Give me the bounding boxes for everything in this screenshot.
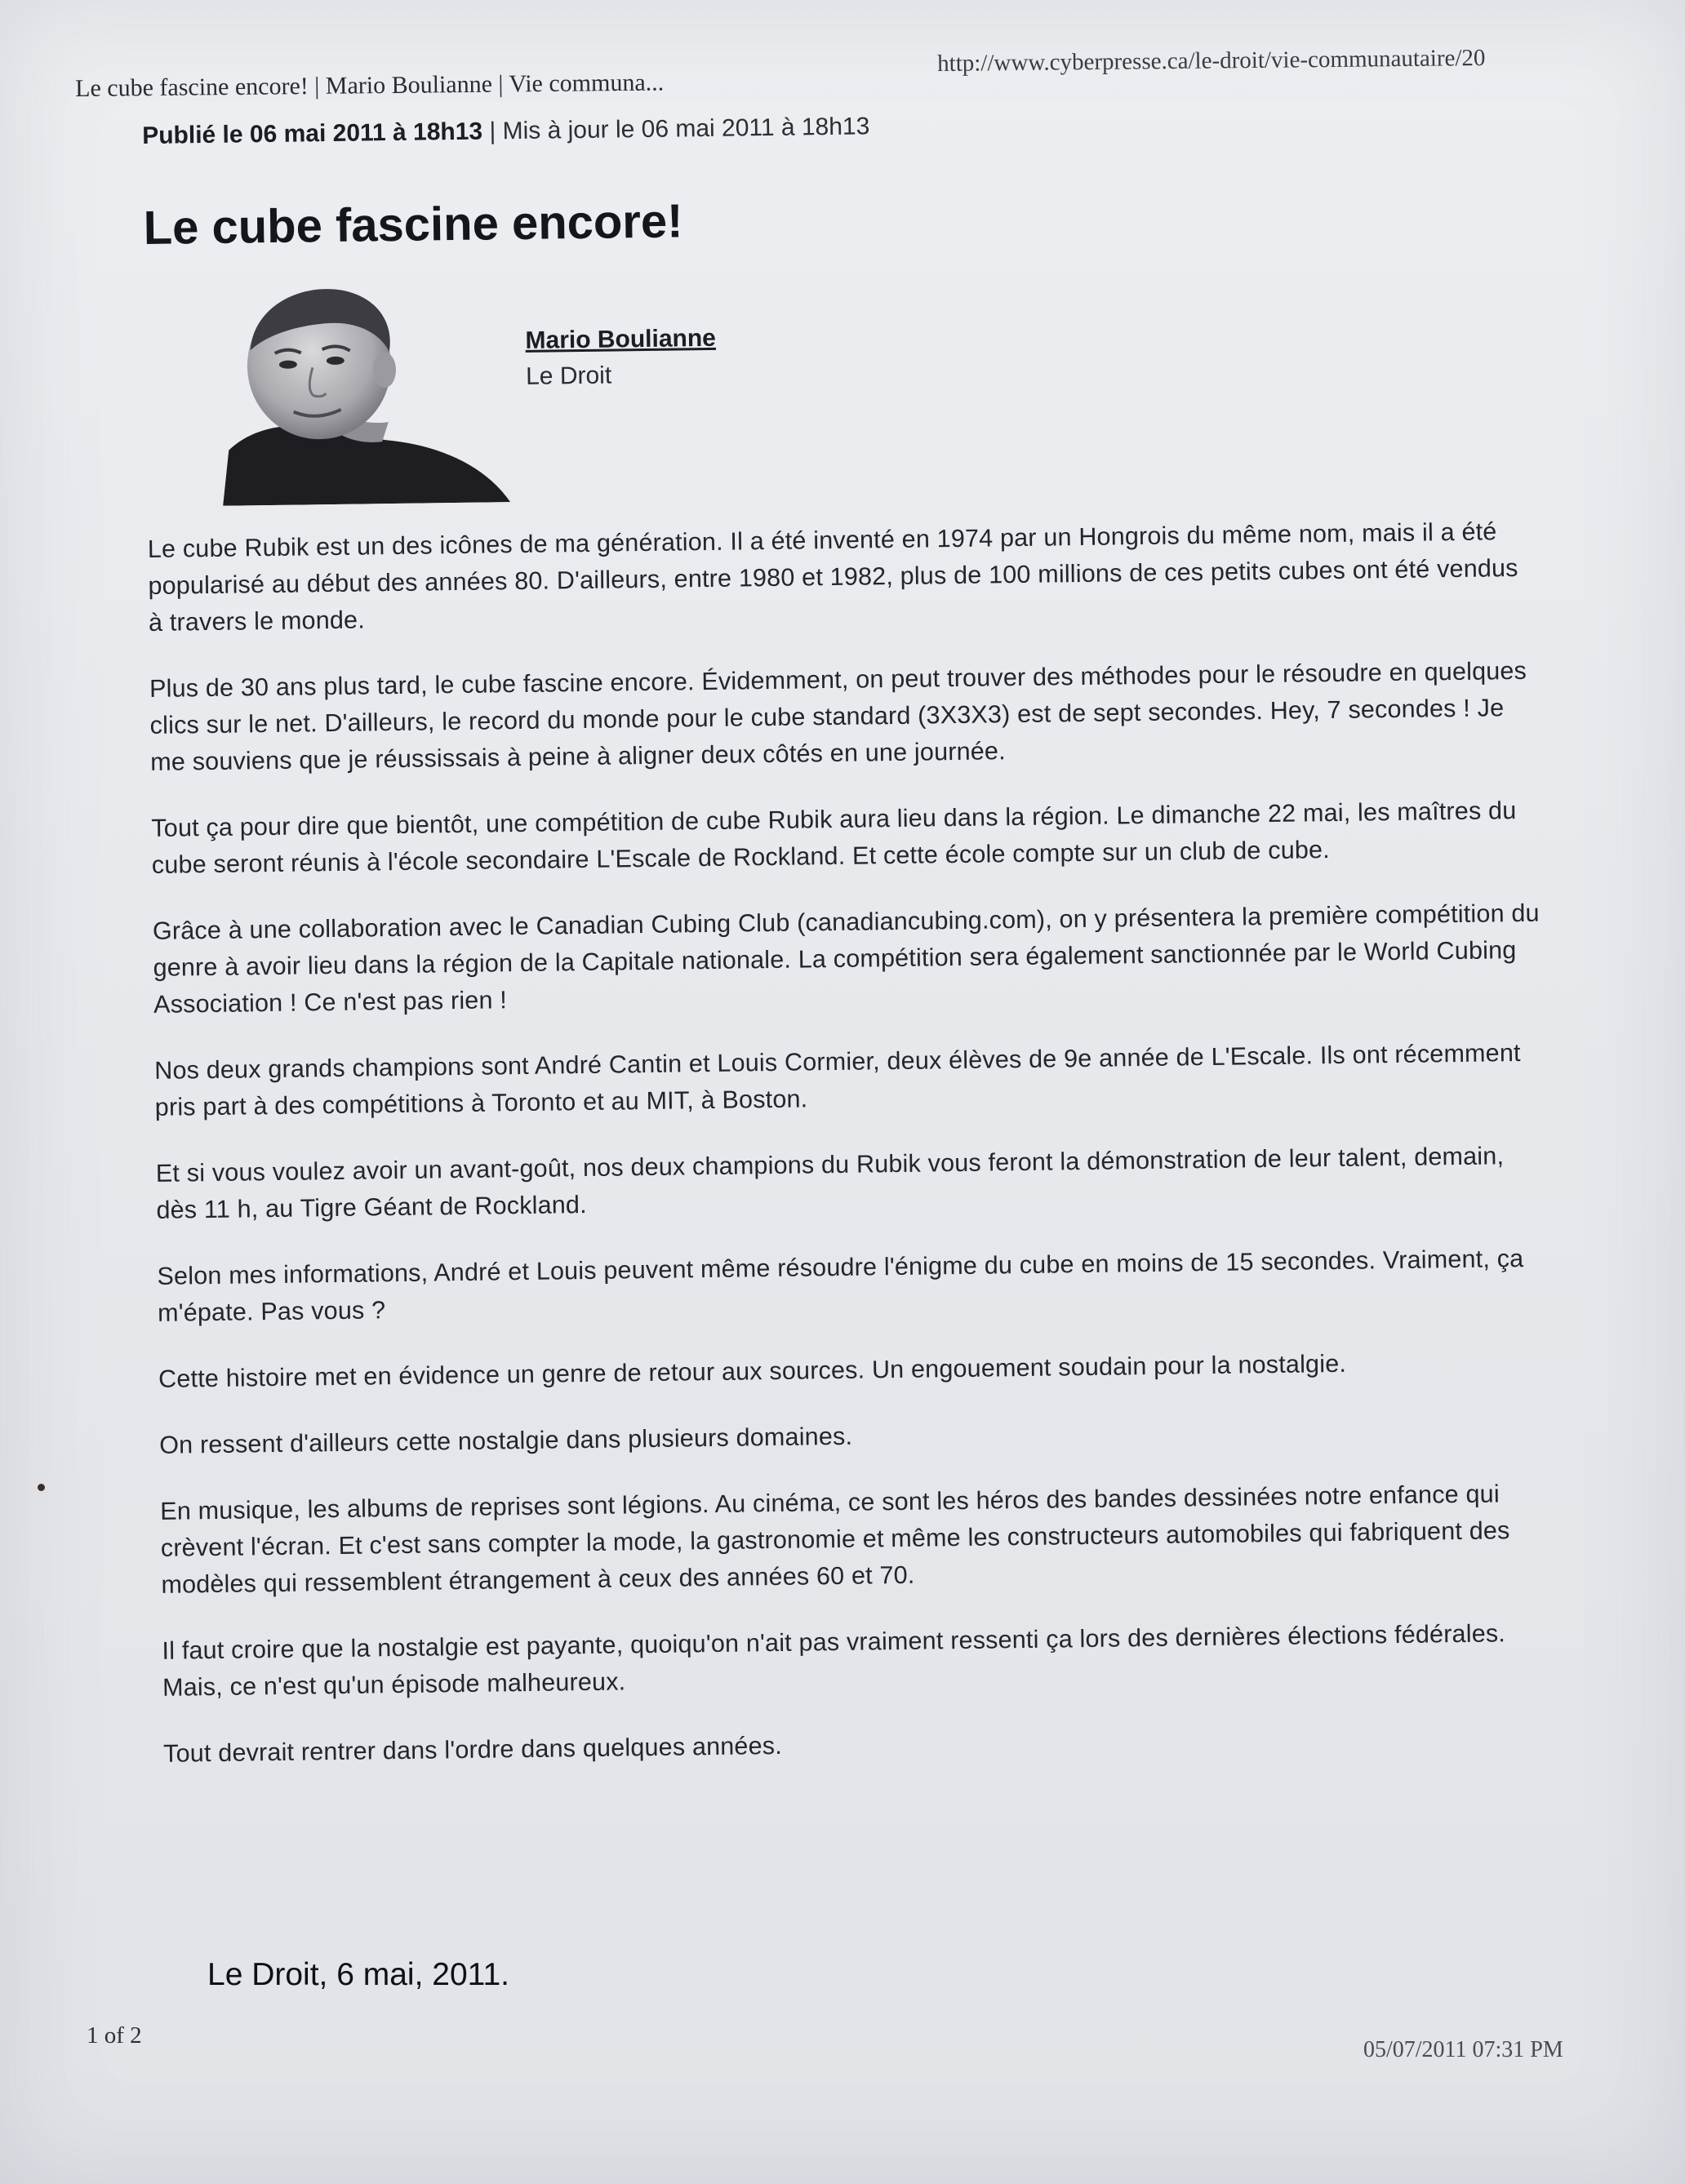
article-paragraph: Il faut croire que la nostalgie est payante, quoiqu'on n'ait pas vraiment ressenti ça lors des dernières élections fédérales. Mais, ce n'est qu'un épisode malheureux. xyxy=(162,1619,1506,1702)
print-footer-timestamp: 05/07/2011 07:31 PM xyxy=(1363,2037,1563,2062)
article-headline: Le cube fascine encore! xyxy=(143,194,683,255)
author-name-link[interactable]: Mario Boulianne xyxy=(525,324,717,354)
article-paragraph: Nos deux grands champions sont André Cantin et Louis Cormier, deux élèves de 9e année de L'Escale. Ils ont récemment pris part à des compétitions à Toronto et au MIT, à Boston. xyxy=(153,1038,1521,1121)
author-publication: Le Droit xyxy=(525,362,612,390)
article-paragraph: En musique, les albums de reprises sont légions. Au cinéma, ce sont les héros des bandes dessinées notre enfance qui crèvent l'écran. Et c'est sans compter la mode, la gastronomie et même les constructeurs automobiles qui fabriquent des modèles qui ressemblent étrangement à ceux des années 60 et 70. xyxy=(160,1480,1510,1599)
print-footer-page-count: 1 of 2 xyxy=(87,2022,142,2049)
article-paragraph: Tout ça pour dire que bientôt, une compétition de cube Rubik aura lieu dans la région. Le dimanche 22 mai, les maîtres du cube seront réunis à l'école secondaire L'Escale de Rockland. Et cette école compte sur un club de cube. xyxy=(151,797,1517,879)
print-header-page-title: Le cube fascine encore! | Mario Boulianne | Vie communa... xyxy=(75,69,665,102)
article xyxy=(142,104,1568,1801)
updated-date: | Mis à jour le 06 mai 2011 à 18h13 xyxy=(489,113,870,145)
article-paragraph: Grâce à une collaboration avec le Canadian Cubing Club (canadiancubing.com), on y présentera la première compétition du genre à avoir lieu dans la région de la Capitale nationale. La compétition sera également sanctionnée par le World Cubing Association ! Ce n'est pas rien ! xyxy=(152,899,1540,1019)
article-paragraph: On ressent d'ailleurs cette nostalgie dans plusieurs domaines. xyxy=(158,1422,853,1459)
article-paragraph: Plus de 30 ans plus tard, le cube fascine encore. Évidemment, on peut trouver des méthodes pour le résoudre en quelques clics sur le net. D'ailleurs, le record du monde pour le cube standard (3X3X3) est de sept secondes. Hey, 7 secondes ! Je me souviens que je réussissais à peine à aligner deux côtés en une journée. xyxy=(149,656,1527,776)
article-dateline xyxy=(142,104,1546,150)
print-header-url: http://www.cyberpresse.ca/le-droit/vie-communautaire/20 xyxy=(937,44,1486,77)
paper-speck xyxy=(38,1484,45,1491)
byline xyxy=(144,269,1551,514)
article-paragraph: Cette histoire met en évidence un genre de retour aux sources. Un engouement soudain pour la nostalgie. xyxy=(158,1349,1347,1393)
author-photo xyxy=(220,283,510,506)
published-date: Publié le 06 mai 2011 à 18h13 xyxy=(142,118,483,149)
article-paragraph: Tout devrait rentrer dans l'ordre dans quelques années. xyxy=(162,1731,783,1768)
article-body xyxy=(148,513,1568,1772)
source-annotation: Le Droit, 6 mai, 2011. xyxy=(207,1957,509,1992)
article-paragraph: Le cube Rubik est un des icônes de ma génération. Il a été inventé en 1974 par un Hongrois du même nom, mais il a été popularisé au début des années 80. D'ailleurs, entre 1980 et 1982, plus de 100 millions de ces petits cubes ont été vendus à travers le monde. xyxy=(147,517,1518,637)
article-paragraph: Selon mes informations, André et Louis peuvent même résoudre l'énigme du cube en moins de 15 secondes. Vraiment, ça m'épate. Pas vous ? xyxy=(157,1244,1524,1327)
author-info xyxy=(525,325,716,391)
article-paragraph: Et si vous voulez avoir un avant-goût, nos deux champions du Rubik vous feront la démonstration de leur talent, demain, dès 11 h, au Tigre Géant de Rockland. xyxy=(155,1142,1505,1224)
